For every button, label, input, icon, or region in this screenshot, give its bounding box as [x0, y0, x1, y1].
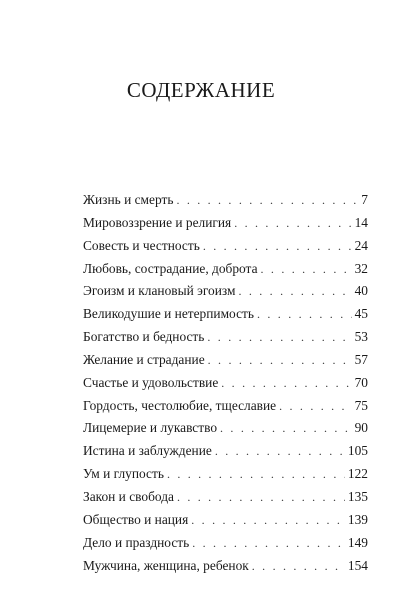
- toc-entry[interactable]: [83, 258, 368, 281]
- toc-entry-page: 45: [354, 306, 368, 322]
- toc-dot-leader: [215, 440, 345, 463]
- toc-entry-title: Ум и глупость: [83, 466, 164, 482]
- toc-dot-leader: [221, 372, 351, 395]
- toc-entry-page: 14: [354, 214, 368, 230]
- toc-entry-page: 105: [347, 443, 368, 459]
- toc-entry-title: Закон и свобода: [83, 488, 174, 504]
- toc-dot-leader: [207, 326, 351, 349]
- toc-entry-page: 70: [354, 374, 368, 390]
- toc-entry-title: Лицемерие и лукавство: [83, 420, 218, 436]
- toc-entry-title: Жизнь и смерть: [83, 192, 174, 207]
- toc-entry[interactable]: [83, 349, 368, 372]
- toc-entry-page: 32: [354, 260, 368, 276]
- toc-dot-leader: [220, 417, 352, 440]
- toc-entry[interactable]: [83, 372, 368, 395]
- toc-entry-page: 90: [354, 420, 368, 436]
- toc-entry-page: 57: [354, 351, 368, 367]
- toc-entry-page: 149: [347, 534, 368, 550]
- toc-entry-title: Великодушие и нетерпимость: [83, 306, 254, 322]
- toc-entry-title: Истина и заблуждение: [83, 443, 212, 459]
- toc-entry[interactable]: [83, 509, 368, 532]
- toc-dot-leader: [191, 509, 345, 532]
- toc-dot-leader: [192, 532, 345, 555]
- toc-dot-leader: [279, 395, 351, 418]
- toc-dot-leader: [238, 280, 351, 303]
- toc-entry[interactable]: [83, 417, 368, 440]
- toc-dot-leader: [203, 235, 352, 258]
- toc-entry[interactable]: [83, 303, 368, 326]
- toc-entry-page: 154: [347, 557, 368, 573]
- toc-dot-leader: [176, 189, 358, 212]
- toc-entry-page: 139: [347, 511, 368, 527]
- toc-entry[interactable]: [83, 280, 368, 303]
- toc-entry[interactable]: [83, 486, 368, 509]
- toc-dot-leader: [257, 303, 352, 326]
- toc-entry-title: Эгоизм и клановый эгоизм: [83, 283, 236, 299]
- toc-entry-title: Любовь, сострадание, доброта: [83, 260, 258, 276]
- toc-dot-leader: [208, 349, 352, 372]
- toc-entry-page: 40: [354, 283, 368, 299]
- toc-dot-leader: [261, 258, 352, 281]
- toc-entry-title: Дело и праздность: [83, 534, 190, 550]
- toc-dot-leader: [177, 486, 345, 509]
- toc-dot-leader: [234, 212, 351, 235]
- toc-dot-leader: [252, 555, 345, 578]
- toc-entry-page: 122: [347, 466, 368, 482]
- toc-entry-title: Желание и страдание: [83, 351, 205, 367]
- toc-entry[interactable]: [83, 189, 368, 212]
- toc-entry-page: 53: [354, 329, 368, 345]
- toc-entry-title: Богатство и бедность: [83, 329, 205, 345]
- toc-entry-title: Мужчина, женщина, ребенок: [83, 557, 249, 573]
- toc-entry[interactable]: [83, 212, 368, 235]
- toc-entry[interactable]: [83, 532, 368, 555]
- toc-entry-title: Мировоззрение и религия: [83, 214, 232, 230]
- toc-entry-page: 24: [354, 237, 368, 253]
- page-title: СОДЕРЖАНИЕ: [126, 78, 276, 102]
- toc-entry[interactable]: [83, 326, 368, 349]
- toc-entry-title: Совесть и честность: [83, 237, 200, 253]
- toc-entry[interactable]: [83, 440, 368, 463]
- toc-entry[interactable]: [83, 555, 368, 578]
- toc-entry[interactable]: [83, 463, 368, 486]
- toc-entry-title: Гордость, честолюбие, тщеславие: [83, 397, 277, 413]
- table-of-contents: [83, 189, 368, 577]
- toc-dot-leader: [167, 463, 345, 486]
- toc-entry-page: 135: [347, 488, 368, 504]
- toc-entry[interactable]: [83, 235, 368, 258]
- toc-entry[interactable]: [83, 395, 368, 418]
- toc-entry-title: Счастье и удовольствие: [83, 374, 219, 390]
- toc-entry-page: 75: [354, 397, 368, 413]
- toc-entry-page: 7: [361, 192, 368, 207]
- toc-entry-title: Общество и нация: [83, 511, 189, 527]
